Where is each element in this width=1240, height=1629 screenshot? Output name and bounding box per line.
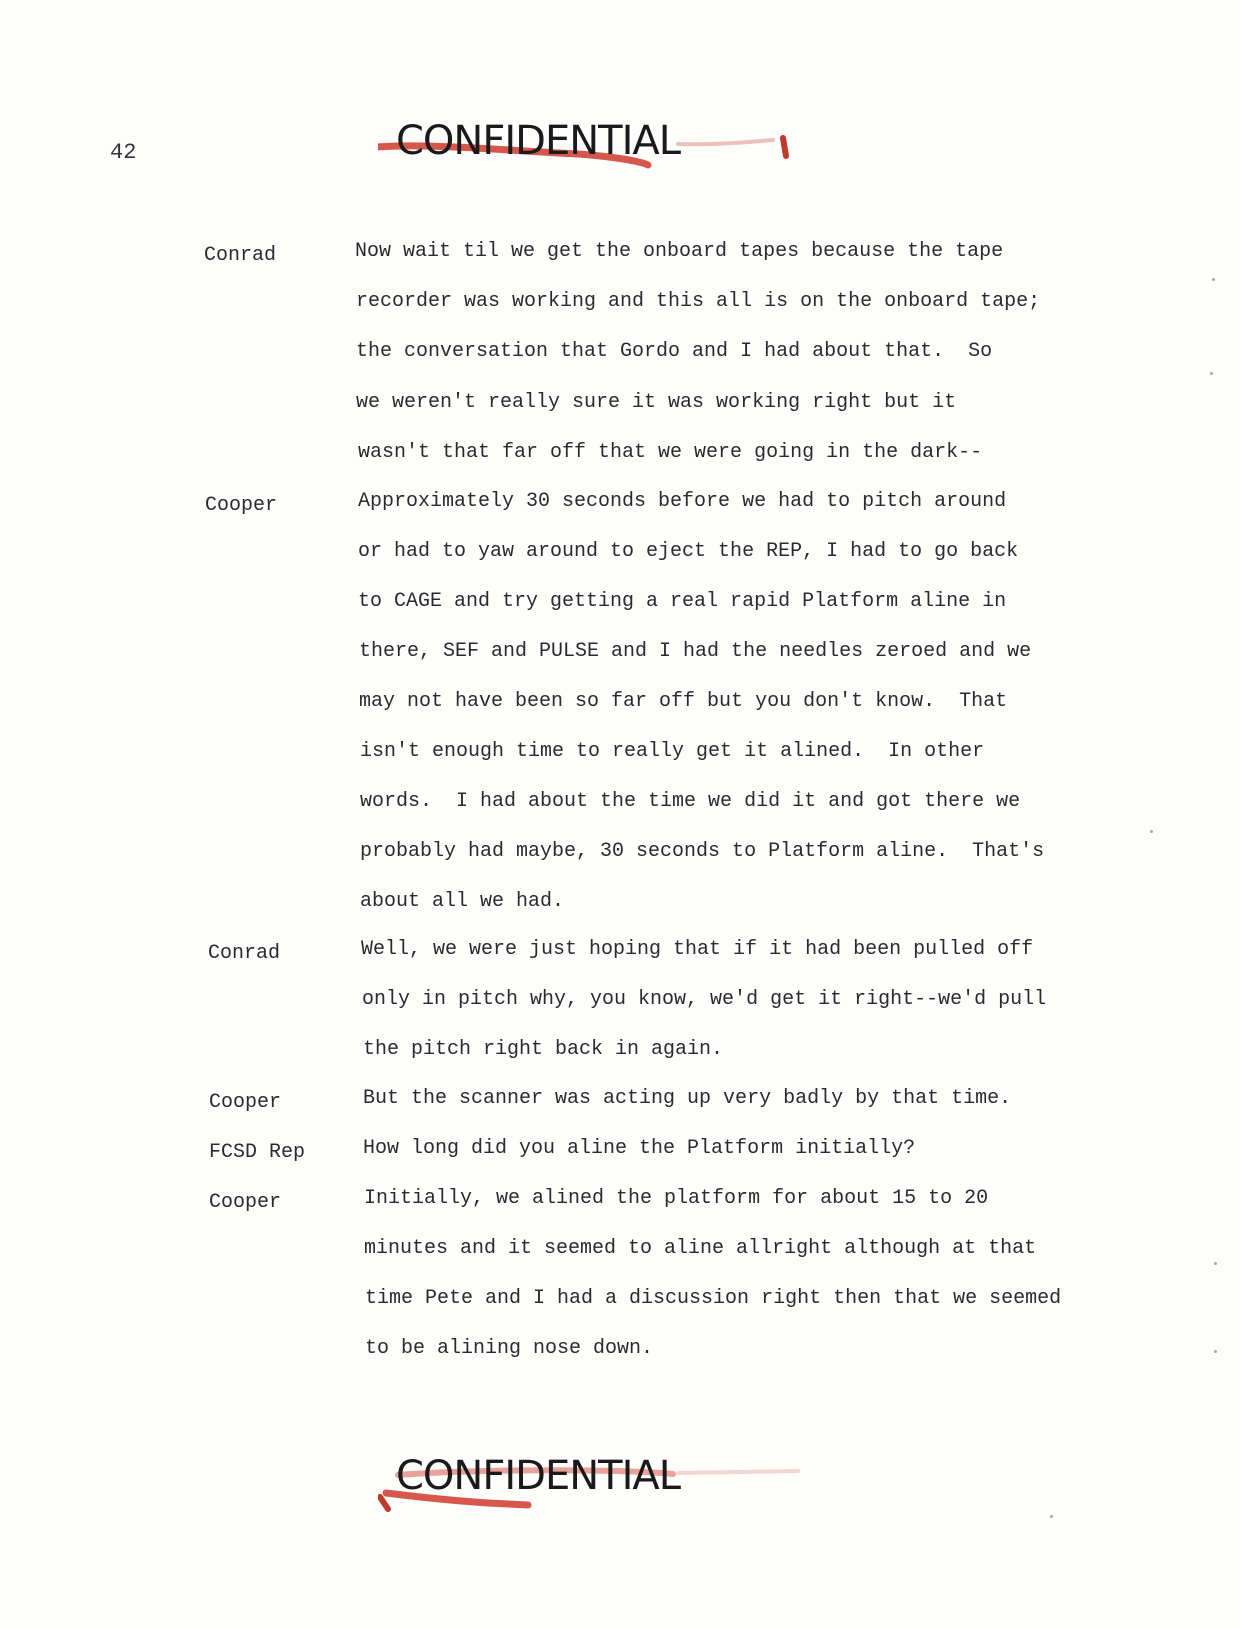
page-number: 42 (110, 140, 137, 165)
transcript-line: or had to yaw around to eject the REP, I had to go back (358, 540, 1019, 563)
transcript-line: to CAGE and try getting a real rapid Platform aline in (358, 590, 1007, 613)
paper-speck (1214, 1350, 1217, 1353)
transcript-line: wasn't that far off that we were going in the dark-- (358, 441, 983, 464)
speaker-label: Cooper (209, 1191, 282, 1214)
paper-speck (1050, 1515, 1053, 1518)
header-confidential-stamp (378, 110, 818, 180)
transcript-line: to be alining nose down. (365, 1337, 654, 1360)
transcript-line: Now wait til we get the onboard tapes because the tape (355, 240, 1004, 263)
transcript-line: recorder was working and this all is on the onboard tape; (356, 290, 1041, 313)
speaker-label: Conrad (208, 942, 281, 965)
paper-speck (1150, 830, 1153, 833)
speaker-label: FCSD Rep (209, 1141, 306, 1164)
transcript-line: time Pete and I had a discussion right then that we seemed (365, 1287, 1062, 1310)
transcript-line: Approximately 30 seconds before we had to pitch around (358, 490, 1007, 513)
transcript-line: the conversation that Gordo and I had about that. So (356, 340, 993, 363)
speaker-label: Conrad (204, 244, 277, 267)
header-stamp-text: CONFIDENTIAL (396, 118, 681, 164)
transcript-line: But the scanner was acting up very badly by that time. (363, 1087, 1012, 1110)
transcript-line: minutes and it seemed to aline allright although at that (364, 1237, 1037, 1260)
paper-speck (1210, 372, 1213, 375)
transcript-line: there, SEF and PULSE and I had the needles zeroed and we (359, 640, 1032, 663)
transcript-line: Well, we were just hoping that if it had been pulled off (361, 938, 1034, 961)
transcript-line: How long did you aline the Platform initially? (363, 1137, 916, 1160)
transcript-line: about all we had. (360, 890, 565, 913)
speaker-label: Cooper (209, 1091, 282, 1114)
transcript-line: Initially, we alined the platform for about 15 to 20 (364, 1187, 989, 1210)
transcript-line: may not have been so far off but you don't know. That (359, 690, 1008, 713)
transcript-line: the pitch right back in again. (363, 1038, 724, 1061)
footer-stamp-text: CONFIDENTIAL (396, 1453, 681, 1499)
paper-speck (1212, 278, 1215, 281)
transcript-line: only in pitch why, you know, we'd get it right--we'd pull (362, 988, 1047, 1011)
transcript-line: we weren't really sure it was working right but it (356, 391, 957, 414)
footer-confidential-stamp (378, 1445, 818, 1515)
speaker-label: Cooper (205, 494, 278, 517)
transcript-line: probably had maybe, 30 seconds to Platform aline. That's (360, 840, 1045, 863)
transcript-line: words. I had about the time we did it and got there we (360, 790, 1021, 813)
paper-speck (1214, 1262, 1217, 1265)
transcript-line: isn't enough time to really get it alined. In other (360, 740, 985, 763)
